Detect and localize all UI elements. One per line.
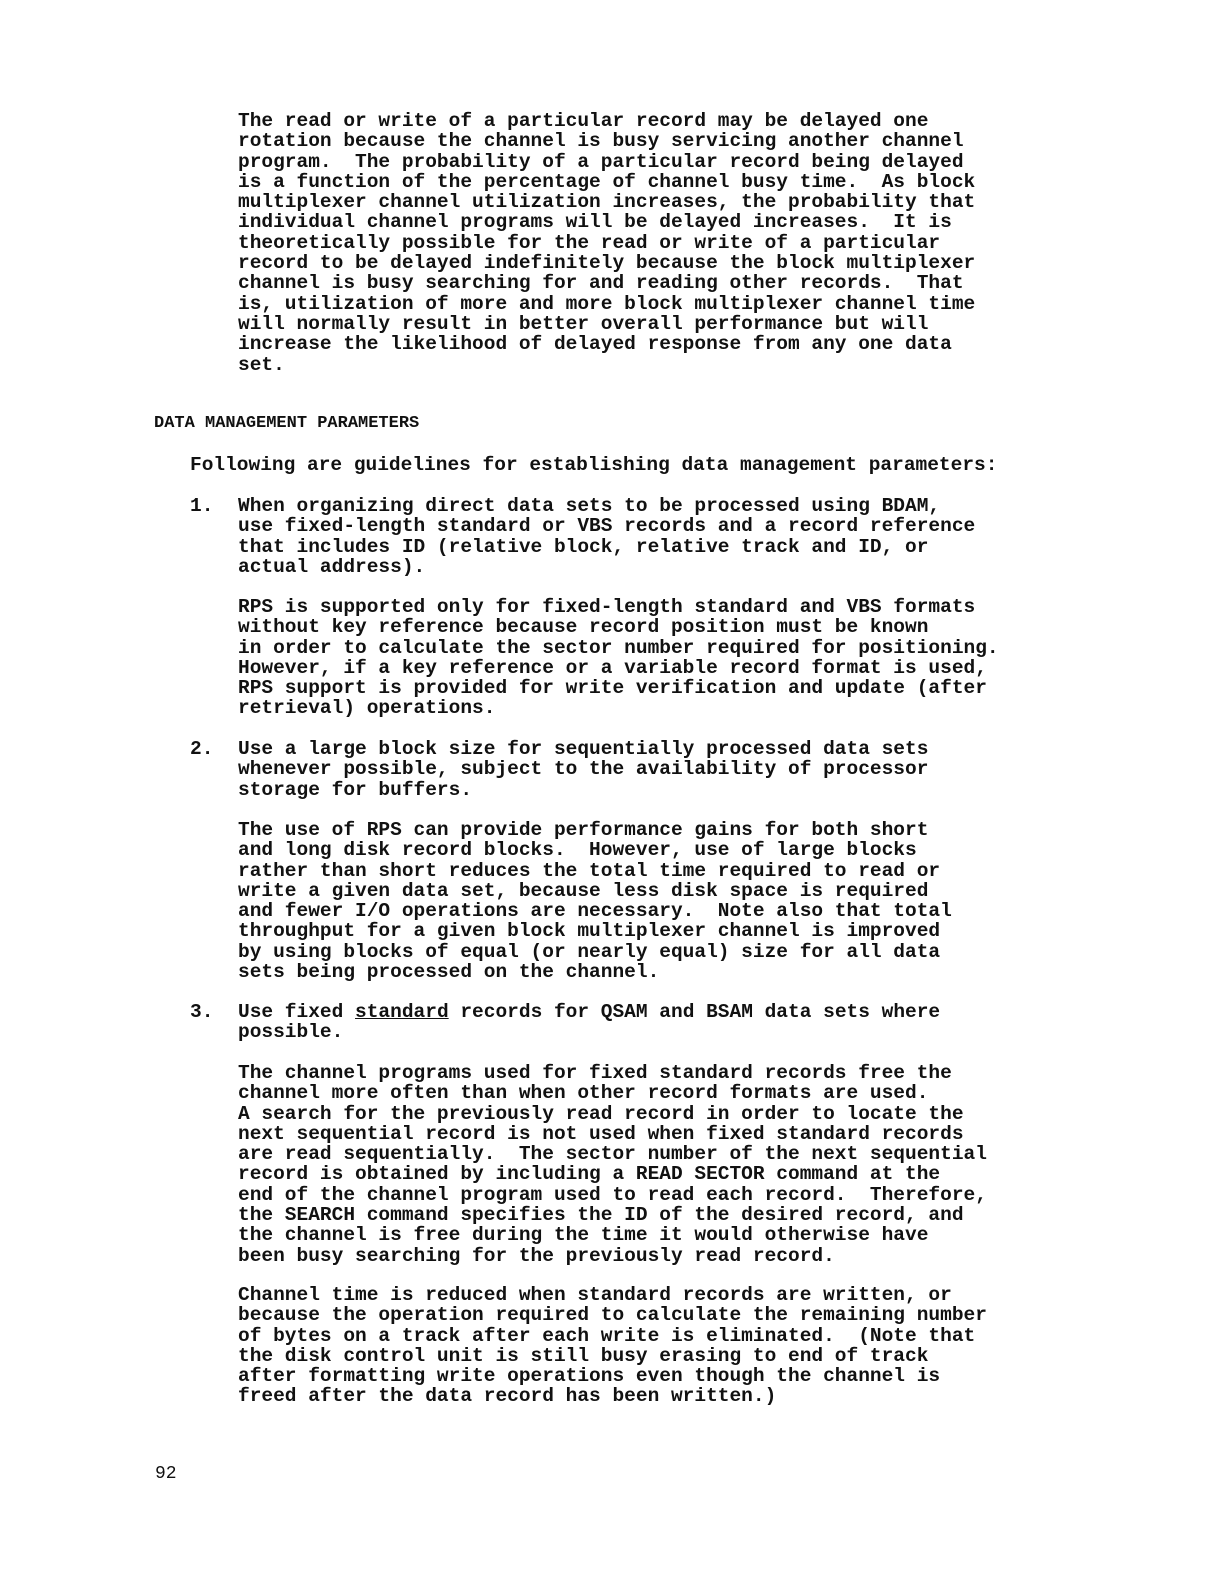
text-line: after formatting write operations even though the channel is <box>238 1365 941 1388</box>
text-line: are read sequentially. The sector number of the next sequential <box>238 1143 987 1166</box>
text-line: rather than short reduces the total time required to read or <box>238 859 941 882</box>
text-line: is, utilization of more and more block multiplexer channel time <box>238 292 976 315</box>
item-number: 2. <box>190 738 214 760</box>
text-line: record is obtained by including a READ SECTOR command at the <box>238 1163 941 1186</box>
item-3-detail-2 <box>238 1285 987 1407</box>
item-3-text <box>238 1002 940 1043</box>
text-line: and fewer I/O operations are necessary. Note also that total <box>238 900 952 923</box>
text-line: RPS support is provided for write verification and update (after <box>238 677 987 700</box>
text-line: next sequential record is not used when fixed standard records <box>238 1122 964 1145</box>
text-line: sets being processed on the channel. <box>238 961 660 984</box>
item-2-detail <box>238 820 952 982</box>
item-1-detail <box>238 597 999 719</box>
text-line: When organizing direct data sets to be processed using BDAM, <box>238 495 941 517</box>
text-line: is a function of the percentage of channel busy time. As block <box>238 170 976 193</box>
text-line: the SEARCH command specifies the ID of the desired record, and <box>238 1204 964 1227</box>
text-line: been busy searching for the previously read record. <box>238 1244 835 1267</box>
text-line: increase the likelihood of delayed response from any one data <box>238 333 952 356</box>
text-line: that includes ID (relative block, relative track and ID, or <box>238 535 929 558</box>
text-line: The read or write of a particular record may be delayed one <box>238 110 929 132</box>
text-line: by using blocks of equal (or nearly equal) size for all data <box>238 940 941 963</box>
item-number: 1. <box>190 495 214 517</box>
item-3-detail <box>238 1063 987 1266</box>
text-line: whenever possible, subject to the availability of processor <box>238 758 929 781</box>
text-line: because the operation required to calculate the remaining number <box>238 1304 987 1327</box>
text-line: use fixed-length standard or VBS records and a record reference <box>238 515 976 538</box>
text-line: without key reference because record position must be known <box>238 616 929 639</box>
text-line: the channel is free during the time it would otherwise have <box>238 1224 929 1247</box>
text-line: actual address). <box>238 555 426 578</box>
underlined-word: standard <box>355 1001 449 1023</box>
section-lead: Following are guidelines for establishing data management parameters: <box>190 454 998 476</box>
text-line: The channel programs used for fixed standard records free the <box>238 1062 952 1084</box>
text-line: Channel time is reduced when standard records are written, or <box>238 1284 952 1306</box>
item-number: 3. <box>190 1001 214 1023</box>
text-line: multiplexer channel utilization increases, the probability that <box>238 191 976 214</box>
text-line: and long disk record blocks. However, use of large blocks <box>238 839 917 862</box>
text-line: Use a large block size for sequentially processed data sets <box>238 738 929 760</box>
text-line: end of the channel program used to read each record. Therefore, <box>238 1183 987 1206</box>
text-line: The use of RPS can provide performance gains for both short <box>238 819 929 841</box>
page-number: 92 <box>155 1464 177 1484</box>
text-line: theoretically possible for the read or write of a particular <box>238 231 941 254</box>
section-heading: DATA MANAGEMENT PARAMETERS <box>154 414 420 433</box>
text-line: set. <box>238 353 285 376</box>
text-line: throughput for a given block multiplexer channel is improved <box>238 920 941 943</box>
intro-paragraph <box>238 111 975 375</box>
text-line: individual channel programs will be delayed increases. It is <box>238 211 952 234</box>
text-line: program. The probability of a particular record being delayed <box>238 150 964 173</box>
text-line: storage for buffers. <box>238 778 473 801</box>
text-line: channel more often than when other record formats are used. <box>238 1082 929 1105</box>
text-line: of bytes on a track after each write is eliminated. (Note that <box>238 1324 976 1347</box>
text-line: retrieval) operations. <box>238 697 496 720</box>
item-2-text <box>238 739 928 800</box>
item-3-text-line2: possible. <box>238 1021 344 1044</box>
item-3-text-start: Use fixed <box>238 1001 356 1023</box>
text-line: rotation because the channel is busy servicing another channel <box>238 130 964 153</box>
text-line: write a given data set, because less disk space is required <box>238 879 929 902</box>
text-line: in order to calculate the sector number required for positioning. <box>238 636 999 659</box>
item-1-text <box>238 496 975 577</box>
text-line: channel is busy searching for and reading other records. That <box>238 272 964 295</box>
text-line: A search for the previously read record in order to locate the <box>238 1102 964 1125</box>
text-line: However, if a key reference or a variable record format is used, <box>238 656 987 679</box>
text-line: RPS is supported only for fixed-length standard and VBS formats <box>238 596 976 618</box>
text-line: will normally result in better overall performance but will <box>238 312 929 335</box>
text-line: freed after the data record has been written.) <box>238 1385 777 1408</box>
text-line: the disk control unit is still busy erasing to end of track <box>238 1344 929 1367</box>
item-3-text-end: records for QSAM and BSAM data sets where <box>448 1001 941 1023</box>
text-line: record to be delayed indefinitely because the block multiplexer <box>238 252 976 275</box>
